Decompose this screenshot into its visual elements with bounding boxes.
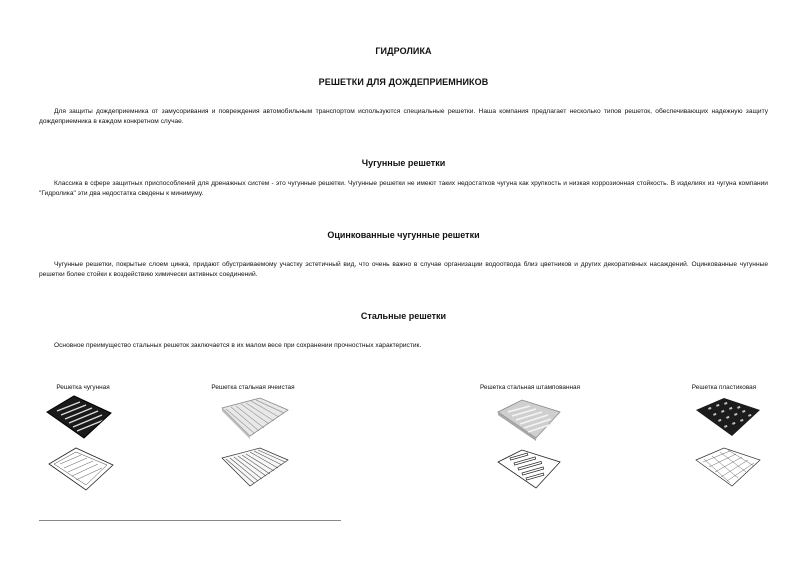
product-caption-stamped-steel: Решетка стальная штампованная: [479, 384, 581, 391]
cast-iron-grate-drawing-icon: [46, 446, 116, 492]
product-caption-steel-mesh: Решетка стальная ячеистая: [211, 384, 295, 391]
plastic-grate-icon: [694, 396, 762, 440]
product-caption-cast-iron: Решетка чугунная: [56, 384, 110, 391]
steel-mesh-grate-icon: [220, 396, 290, 440]
section-text-galvanized: Чугунные решетки, покрытые слоем цинка, придают обустраиваемому участку эстетичный вид, что очень важно в случае организации водоотвода близ цветников и других декоративных насаждений. Оцинкованные чугунные решетки более стойки к воздействию химически активных соединений.: [39, 261, 768, 278]
section-text-cast-iron: Классика в сфере защитных приспособлений для дренажных систем - это чугунные решетки. Чугунные решетки не имеют таких недостатков чугуна как хрупкость и низкая коррозионная стойкость. В изделиях из чугуна компании "Гидролика" эти два недостатка сведены к минимуму.: [39, 180, 768, 197]
section-heading-cast-iron: Чугунные решетки: [361, 158, 446, 168]
stamped-steel-grate-drawing-icon: [496, 448, 562, 492]
product-caption-plastic: Решетка пластиковая: [691, 384, 757, 391]
page-subtitle: РЕШЕТКИ ДЛЯ ДОЖДЕПРИЕМНИКОВ: [318, 77, 489, 87]
plastic-grate-drawing-icon: [694, 446, 762, 490]
section-heading-galvanized: Оцинкованные чугунные решетки: [327, 230, 480, 240]
footer-divider: [39, 520, 341, 521]
section-heading-steel: Стальные решетки: [360, 311, 447, 321]
intro-paragraph: Для защиты дождеприемника от замусоривания и повреждения автомобильным транспортом используются специальные решетки. Наша компания предлагает несколько типов решеток, обеспечивающих надежную защиту дождеприемника в каждом конкретном случае.: [39, 108, 768, 125]
section-text-steel: Основное преимущество стальных решеток заключается в их малом весе при сохранении прочностных характеристик.: [54, 342, 422, 349]
page-title: ГИДРОЛИКА: [375, 46, 432, 56]
steel-mesh-grate-drawing-icon: [220, 446, 290, 490]
cast-iron-grate-icon: [44, 394, 114, 440]
stamped-steel-grate-icon: [496, 398, 562, 442]
